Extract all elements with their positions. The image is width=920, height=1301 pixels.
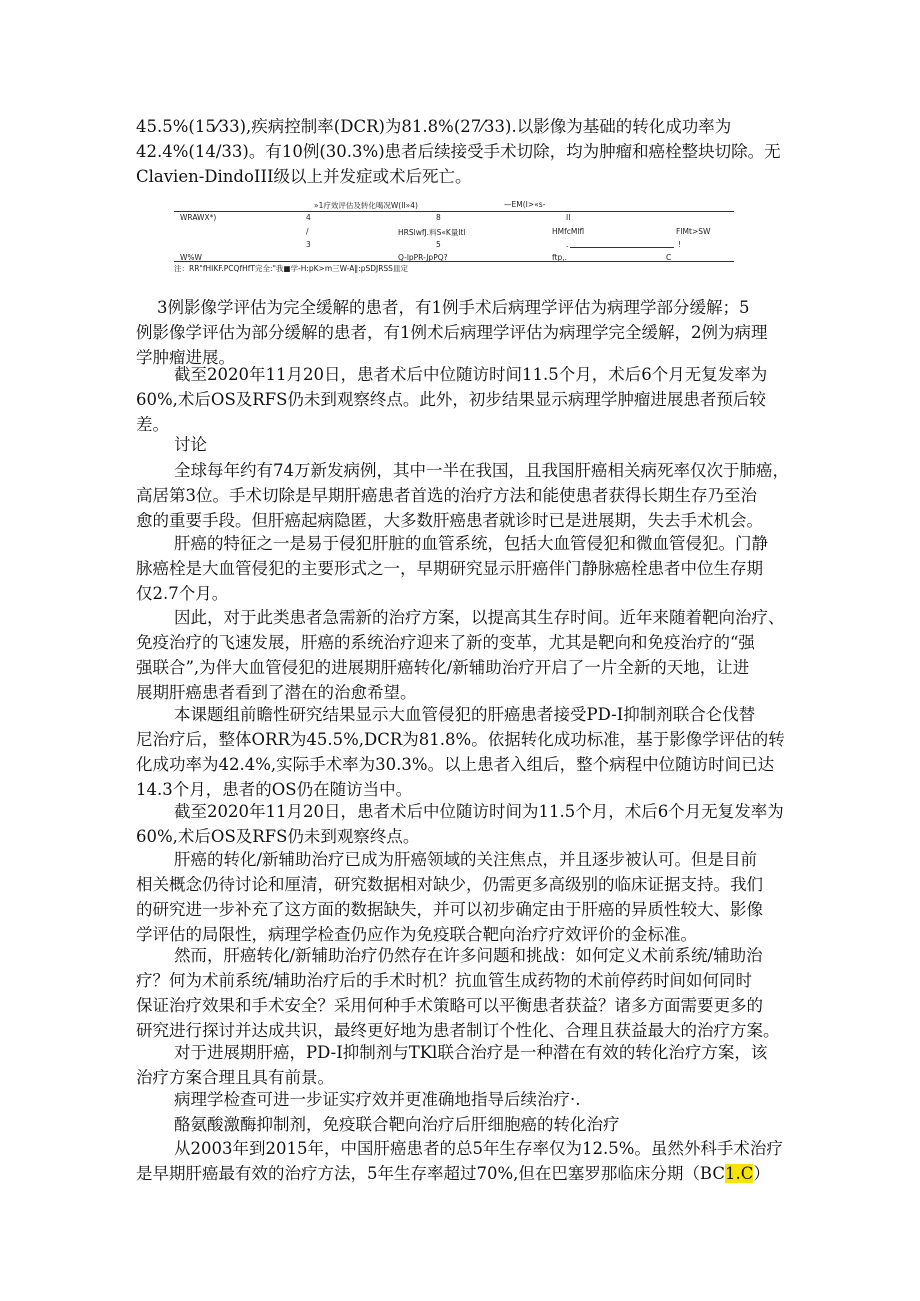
text-line: 截至2020年11月20日，患者术后中位随访时间为11.5个月，术后6个月无复发率为 [174,802,784,821]
text-line: 治疗方案合理且具有前景。 [136,1068,334,1087]
text-line: 免疫治疗的飞速发展，肝癌的系统治疗迎来了新的变革，尤其是靶向和免疫治疗的“强 [136,633,755,652]
paragraph-epidemiology [136,458,806,533]
text-line: 差。 [136,415,169,434]
table-caption: »1疗效评估及转化喝况W(II»4) [314,201,418,210]
text-line: 高居第3位。手术切除是早期肝癌患者首选的治疗方法和能使患者获得长期生存乃至治 [136,486,757,505]
text-line: 全球每年约有74万新发病例，其中一半在我国，且我国肝癌相关病死率仅次于肺癌， [174,461,789,480]
paragraph-keywords [136,1112,806,1137]
table-cell: ftp,. [552,253,567,262]
text-line: 脉癌栓是大血管侵犯的主要形式之一，早期研究显示肝癌伴门静脉癌栓患者中位生存期 [136,559,763,578]
paragraph-survival [136,1136,806,1186]
paragraph-focus [136,847,806,947]
text-line: 对于进展期肝癌，PD-I抑制剂与TKl联合治疗是一种潜在有效的转化治疗方案，该 [174,1043,768,1062]
text-line: 3例影像学评估为完全缓解的患者，有1例手术后病理学评估为病理学部分缓解；5 [157,298,750,317]
text-line: Clavien-DindoIII级以上并发症或术后死亡。 [136,167,472,186]
table-top-rule [174,211,734,212]
text-line: 尼治疗后，整体ORR为45.5%,DCR为81.8%。依据转化成功标准，基于影像学评估的转 [136,730,785,749]
text-line [136,1161,806,1186]
paragraph-study-results [136,702,806,802]
text-line: 从2003年到2015年，中国肝癌患者的总5年生存率仅为12.5%。虽然外科手术治疗 [174,1139,783,1158]
text-segment: 是早期肝癌最有效的治疗方法，5年生存率超过70%,但在巴塞罗那临床分期（BC [136,1164,725,1183]
text-line: 仅2.7个月。 [136,584,229,603]
table-cell: C [666,253,672,262]
table-cell: 4 [306,213,311,222]
table-cell: . [566,240,569,249]
text-line: 酪氨酸激酶抑制剂，免疫联合靶向治疗后肝细胞癌的转化治疗 [174,1115,620,1134]
table-cell: 5 [436,240,441,249]
highlighted-text: 1.C [724,1164,754,1183]
section-heading-discussion [136,432,806,457]
text-line: 肝癌的特征之一是易于侵犯肝脏的血管系统，包括大血管侵犯和微血管侵犯。门静 [174,534,768,553]
text-line: 60%,术后OS及RFS仍未到观察终点。此外，初步结果显示病理学肿瘤进展患者预后较 [136,390,766,409]
table-cell: Q-lpPR-JpPQ? [398,253,448,262]
text-line: 45.5%(15⁄33),疾病控制率(DCR)为81.8%(27⁄33).以影像为基础的转化成功率为 [136,117,732,136]
text-line: 的研究进一步补充了这方面的数据缺失，并可以初步确定由于肝癌的异质性较大、影像 [136,900,763,919]
paragraph-results-summary [136,114,806,189]
text-line: 保证治疗效果和手术安全？采用何种手术策略可以平衡患者获益？诸多方面需要更多的 [136,996,763,1015]
text-line: 14.3个月，患者的OS仍在随访当中。 [136,780,413,799]
table-caption-secondary: —EM(I>«s- [504,200,546,209]
text-line: 疗？何为术前系统/辅助治疗后的手术时机？抗血管生成药物的术前停药时间如何同时 [136,971,753,990]
table-cell: W%W [180,253,202,262]
table-cell: HRSlwfJ.料S«K量Itl [398,228,466,237]
table-cell: 8 [436,213,441,222]
text-line: 因此，对于此类患者急需新的治疗方案，以提高其生存时间。近年来随着靶向治疗、 [174,608,785,627]
table-cell: FIMt>SW [676,227,711,236]
table-bottom-rule [174,261,734,262]
text-segment: ） [753,1164,770,1183]
text-line: 肝癌的转化/新辅助治疗已成为肝癌领域的关注焦点，并且逐步被认可。但是目前 [174,850,758,869]
text-line: 强联合”,为伴大血管侵犯的进展期肝癌转化/新辅助治疗开启了一片全新的天地，让进 [136,658,750,677]
text-line: 学评估的局限性，病理学检查仍应作为免疫联合靶向治疗疗效评价的金标准。 [136,925,697,944]
paragraph-followup [136,362,806,437]
table-cell: II [566,213,571,222]
text-line: 相关概念仍待讨论和厘清，研究数据相对缺少，仍需更多高级别的临床证据支持。我们 [136,875,763,894]
text-line: 本课题组前瞻性研究结果显示大血管侵犯的肝癌患者接受PD-I抑制剂联合仑伐替 [174,705,756,724]
table-cell: ! [678,240,682,249]
paragraph-vascular-invasion [136,531,806,606]
text-line: 病理学检查可进一步证实疗效并更准确地指导后续治疗·. [174,1090,581,1109]
paragraph-pathology-note [136,1087,806,1112]
text-line: 愈的重要手段。但肝癌起病隐匿，大多数肝癌患者就诊时已是进展期，失去手术机会。 [136,511,763,530]
text-line: 42.4%(14/33)。有10例(30.3%)患者后续接受手术切除，均为肿瘤和癌栓整块切除。无 [136,142,781,161]
paragraph-followup-repeat [136,799,806,849]
text-line: 然而，肝癌转化/新辅助治疗仍然存在许多问题和挑战：如何定义术前系统/辅助治 [174,946,763,965]
text-line: 学肿瘤进展。 [136,348,235,367]
text-line: 化成功率为42.4%,实际手术率为30.3%。以上患者入组后，整个病程中位随访时间已达 [136,755,775,774]
paragraph-conclusion [136,1040,806,1090]
text-line: 研究进行探讨并达成共识，最终更好地为患者制订个性化、合理且获益最大的治疗方案。 [136,1021,780,1040]
table-note: 注：RR"fHIKF.PCQfHfT完全:"我■学-H:pK>m三W-A‖:pSDJRSS皿定 [174,264,408,273]
paragraph-new-therapies [136,605,806,705]
heading-text: 讨论 [174,435,207,454]
table-cell: WRAWX*) [180,213,217,222]
text-line: 展期肝癌患者看到了潜在的治愈希望。 [136,683,417,702]
table-cell: / [306,227,309,236]
table-cell: HMfcMlfl [552,227,585,236]
text-line: 截至2020年11月20日，患者术后中位随访时间11.5个月，术后6个月无复发率为 [174,365,768,384]
text-line: 60%,术后OS及RFS仍未到观察终点。 [136,827,420,846]
paragraph-pathology-assessment [136,295,806,370]
table-short-rule [570,247,674,248]
paragraph-challenges [136,943,806,1043]
text-line: 例影像学评估为部分缓解的患者，有1例术后病理学评估为病理学完全缓解，2例为病理 [136,323,768,342]
table-cell: 3 [306,240,311,249]
